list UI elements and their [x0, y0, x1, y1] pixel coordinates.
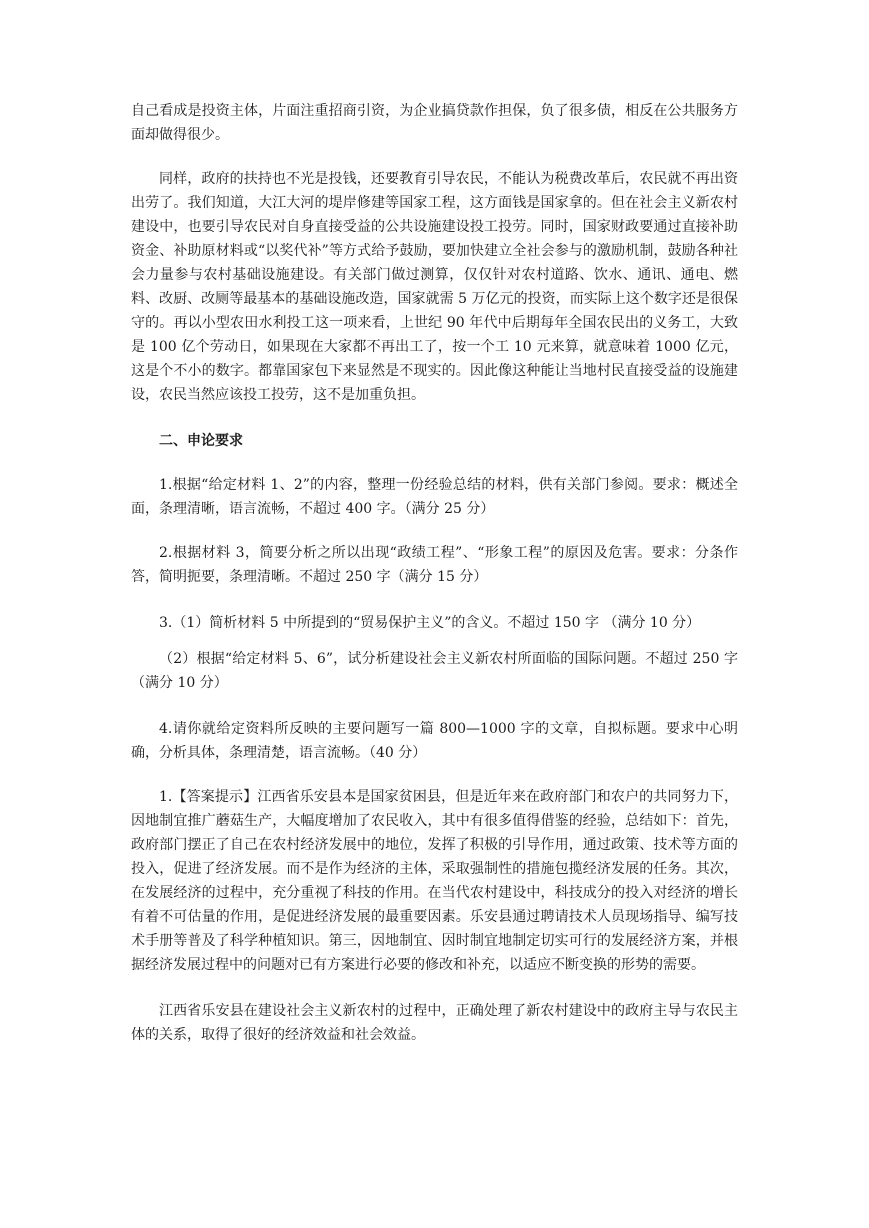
- requirement-3a: 3.（1）简析材料 5 中所提到的“贸易保护主义”的含义。不超过 150 字 （满分 10 分）: [159, 615, 701, 631]
- requirement-2: 2.根据材料 3，简要分析之所以出现“政绩工程”、“形象工程”的原因及危害。要求：分条作答，简明扼要，条理清晰。不超过 250 字（满分 15 分）: [131, 545, 738, 585]
- requirement-1: 1.根据“给定材料 1、2”的内容，整理一份经验总结的材料，供有关部门参阅。要求：概述全面，条理清晰，语言流畅，不超过 400 字。（满分 25 分）: [131, 477, 738, 517]
- paragraph-1: 自己看成是投资主体，片面注重招商引资，为企业搞贷款作担保，负了很多债，相反在公共服务方面却做得很少。: [131, 103, 738, 143]
- requirement-3b: （2）根据“给定材料 5、6”，试分析建设社会主义新农村所面临的国际问题。不超过 250 字（满分 10 分）: [131, 651, 738, 691]
- answer-1-conclusion: 江西省乐安县在建设社会主义新农村的过程中，正确处理了新农村建设中的政府主导与农民主体的关系，取得了很好的经济效益和社会效益。: [131, 1003, 738, 1043]
- answer-1: 1.【答案提示】江西省乐安县本是国家贫困县，但是近年来在政府部门和农户的共同努力下，因地制宜推广蘑菇生产，大幅度增加了农民收入，其中有很多值得借鉴的经验，总结如下：首先，政府部门摆正了自己在农村经济发展中的地位，发挥了积极的引导作用，通过政策、技术等方面的投入，促进了经济发展。而不是作为经济的主体，采取强制性的措施包揽经济发展的任务。其次，在发展经济的过程中，充分重视了科技的作用。在当代农村建设中，科技成分的投入对经济的增长有着不可估量的作用，是促进经济发展的最重要因素。乐安县通过聘请技术人员现场指导、编写技术手册等普及了科学种植知识。第三，因地制宜、因时制宜地制定切实可行的发展经济方案，并根据经济发展过程中的问题对已有方案进行必要的修改和补充，以适应不断变换的形势的需要。: [131, 789, 738, 973]
- document-body: [131, 99, 738, 1047]
- section-heading: 二、申论要求: [159, 433, 243, 449]
- requirement-4: 4.请你就给定资料所反映的主要问题写一篇 800—1000 字的文章，自拟标题。要求中心明确，分析具体，条理清楚，语言流畅。（40 分）: [131, 721, 738, 761]
- paragraph-2: 同样，政府的扶持也不光是投钱，还要教育引导农民，不能认为税费改革后，农民就不再出资出劳了。我们知道，大江大河的堤岸修建等国家工程，这方面钱是国家拿的。但在社会主义新农村建设中，也要引导农民对自身直接受益的公共设施建设投工投劳。同时，国家财政要通过直接补助资金、补助原材料或“以奖代补”等方式给予鼓励，要加快建立全社会参与的激励机制，鼓励各种社会力量参与农村基础设施建设。有关部门做过测算，仅仅针对农村道路、饮水、通讯、通电、燃料、改厨、改厕等最基本的基础设施改造，国家就需 5 万亿元的投资，而实际上这个数字还是很保守的。再以小型农田水利投工这一项来看，上世纪 90 年代中后期每年全国农民出的义务工，大致是 100 亿个劳动日，如果现在大家都不再出工了，按一个工 10 元来算，就意味着 1000 亿元，这是个不小的数字。都靠国家包下来显然是不现实的。因此像这种能让当地村民直接受益的设施建设，农民当然应该投工投劳，这不是加重负担。: [131, 171, 738, 403]
